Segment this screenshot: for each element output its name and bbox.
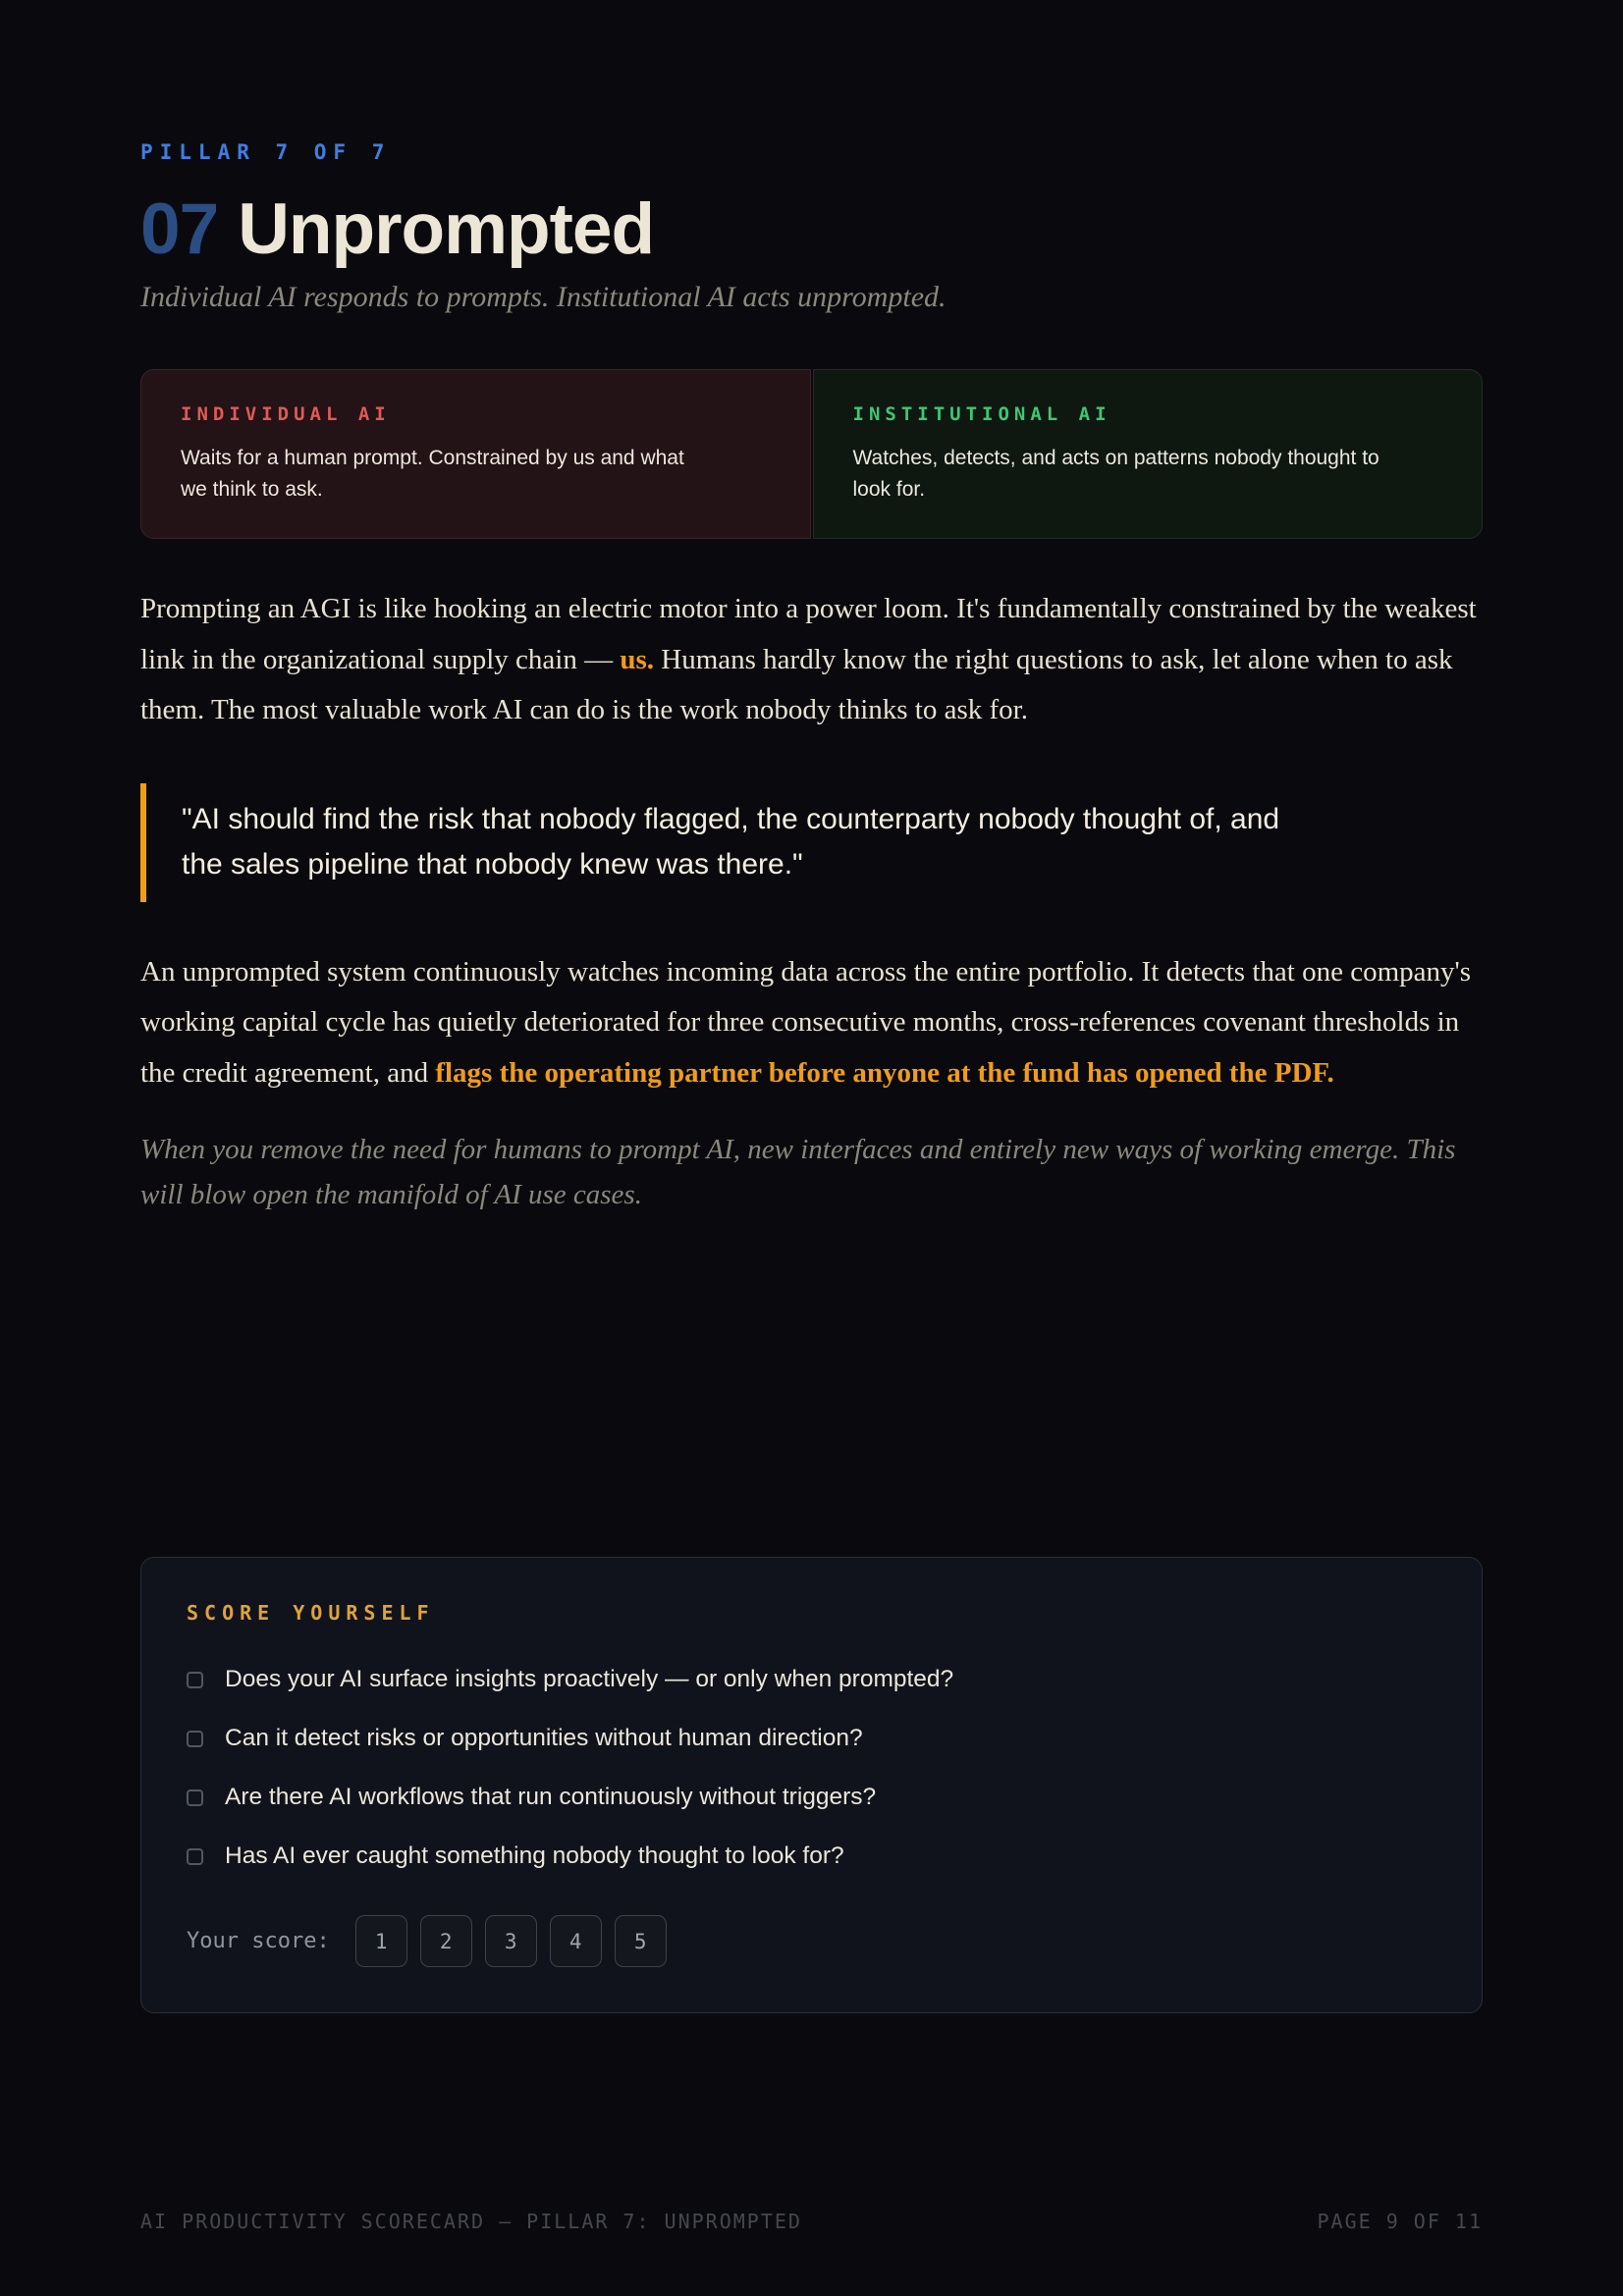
paragraph-unprompted-text: An unprompted system continuously watches incoming data across the entire portfolio. It detects that one company's working capital cycle has quietly deteriorated for three consecutive months, cross-references covenant thresholds in the credit agreement, and bbox=[140, 955, 1472, 1090]
accent-us: us. bbox=[620, 643, 655, 675]
score-question-row bbox=[187, 1784, 1436, 1811]
institutional-ai-label: INSTITUTIONAL AI bbox=[852, 403, 1111, 425]
your-score-label: Your score: bbox=[187, 1929, 330, 1954]
score-button-4[interactable]: 4 bbox=[550, 1915, 602, 1967]
individual-ai-description: Waits for a human prompt. Constrained by us and what we think to ask. bbox=[181, 447, 684, 501]
score-question-row bbox=[187, 1842, 1436, 1870]
score-question-row bbox=[187, 1666, 1436, 1693]
comparison-panel bbox=[140, 369, 1483, 539]
paragraph-prompting bbox=[140, 584, 1483, 736]
score-question-text: Has AI ever caught something nobody thought to look for? bbox=[225, 1842, 844, 1870]
your-score-row bbox=[187, 1915, 1436, 1967]
accent-flags: flags the operating partner before anyone at the fund has opened the PDF. bbox=[435, 1057, 1334, 1090]
score-yourself-card bbox=[140, 1557, 1483, 2013]
pillar-number: 07 bbox=[140, 189, 219, 269]
score-button-3[interactable]: 3 bbox=[485, 1915, 537, 1967]
page-title bbox=[140, 189, 1483, 269]
paragraph-prompting-rest: Humans hardly know the right questions to ask, let alone when to ask them. The most valuable work AI can do is the work nobody thinks to ask for. bbox=[140, 643, 1453, 726]
score-button-2[interactable]: 2 bbox=[420, 1915, 472, 1967]
paragraph-new-interfaces: When you remove the need for humans to prompt AI, new interfaces and entirely new ways of working emerge. This will blow open the manifold of AI use cases. bbox=[140, 1133, 1456, 1211]
paragraph-unprompted-system bbox=[140, 947, 1483, 1099]
paragraph-prompting-text: Prompting an AGI is like hooking an electric motor into a power loom. It's fundamentally constrained by the weakest link in the organizational supply chain — bbox=[140, 593, 1477, 675]
page-subtitle: Individual AI responds to prompts. Institutional AI acts unprompted. bbox=[140, 281, 947, 313]
individual-ai-label: INDIVIDUAL AI bbox=[181, 403, 391, 425]
checkbox-icon[interactable] bbox=[187, 1672, 203, 1688]
page-footer bbox=[140, 2210, 1483, 2233]
checkbox-icon[interactable] bbox=[187, 1789, 203, 1806]
pull-quote bbox=[140, 783, 1483, 902]
score-question-list bbox=[187, 1666, 1436, 1870]
score-button-group bbox=[355, 1915, 667, 1967]
footer-page-number: PAGE 9 OF 11 bbox=[1317, 2210, 1483, 2233]
score-button-5[interactable]: 5 bbox=[615, 1915, 667, 1967]
individual-ai-card bbox=[140, 369, 811, 539]
score-question-row bbox=[187, 1725, 1436, 1752]
score-question-text: Are there AI workflows that run continuously without triggers? bbox=[225, 1784, 877, 1811]
institutional-ai-description: Watches, detects, and acts on patterns nobody thought to look for. bbox=[852, 447, 1380, 501]
pillar-eyebrow: PILLAR 7 OF 7 bbox=[140, 140, 392, 164]
institutional-ai-card bbox=[813, 369, 1484, 539]
pull-quote-text: "AI should find the risk that nobody flagged, the counterparty nobody thought of, and the sales pipeline that nobody knew was there." bbox=[182, 802, 1280, 881]
checkbox-icon[interactable] bbox=[187, 1731, 203, 1747]
score-yourself-label: SCORE YOURSELF bbox=[187, 1601, 435, 1626]
checkbox-icon[interactable] bbox=[187, 1848, 203, 1865]
score-question-text: Can it detect risks or opportunities without human direction? bbox=[225, 1725, 863, 1752]
score-button-1[interactable]: 1 bbox=[355, 1915, 407, 1967]
footer-document-title: AI PRODUCTIVITY SCORECARD — PILLAR 7: UNPROMPTED bbox=[140, 2210, 802, 2233]
score-question-text: Does your AI surface insights proactively — or only when prompted? bbox=[225, 1666, 954, 1693]
pillar-title-text: Unprompted bbox=[238, 189, 655, 269]
